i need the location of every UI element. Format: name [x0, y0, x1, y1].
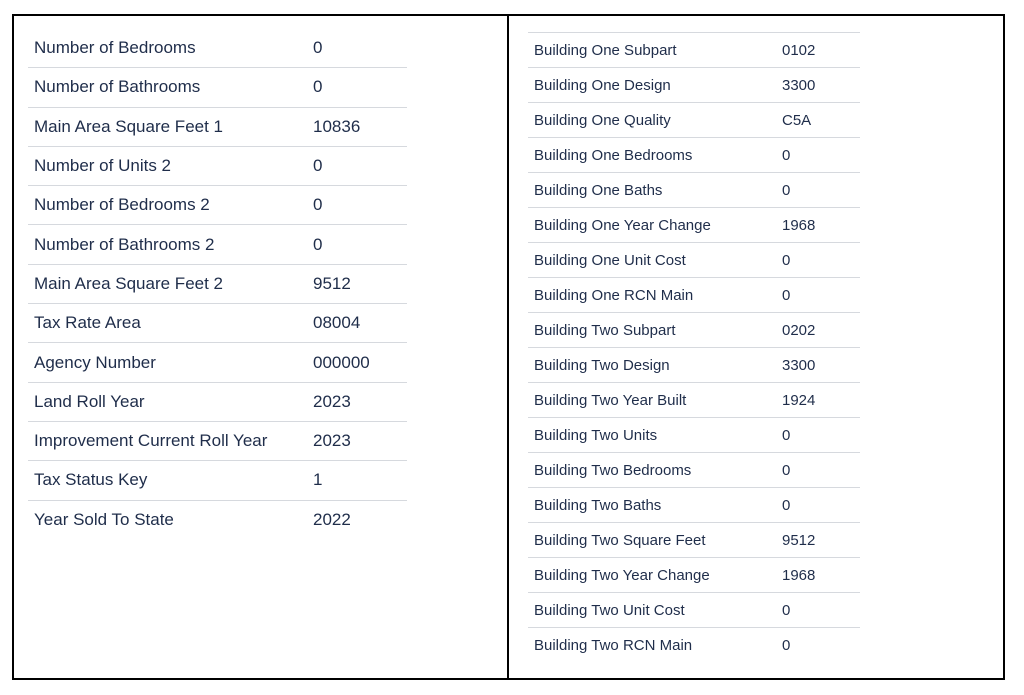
- row-label: Building Two Year Built: [534, 391, 687, 409]
- row-value: 0: [782, 251, 791, 269]
- table-row: [528, 453, 860, 488]
- row-value: 1968: [782, 216, 816, 234]
- row-label: Tax Rate Area: [34, 313, 141, 333]
- row-value: 2023: [313, 391, 351, 411]
- table-row: [528, 138, 860, 173]
- row-label: Building Two Year Change: [534, 566, 710, 584]
- row-label: Improvement Current Roll Year: [34, 431, 268, 451]
- row-value: 1924: [782, 391, 816, 409]
- row-value: 0202: [782, 321, 816, 339]
- table-row: [528, 208, 860, 243]
- row-label: Building Two Design: [534, 356, 670, 374]
- row-value: 0: [782, 461, 791, 479]
- table-row: [28, 108, 407, 147]
- row-label: Building Two Units: [534, 426, 658, 444]
- table-row: [528, 488, 860, 523]
- row-value: 08004: [313, 313, 361, 333]
- row-label: Number of Bathrooms 2: [34, 234, 215, 254]
- table-row: [528, 593, 860, 628]
- row-label: Building Two Bedrooms: [534, 461, 692, 479]
- table-row: [28, 343, 407, 382]
- row-label: Main Area Square Feet 1: [34, 116, 224, 136]
- row-label: Main Area Square Feet 2: [34, 273, 224, 293]
- table-row: [28, 265, 407, 304]
- table-row: [28, 461, 407, 500]
- row-label: Building One Year Change: [534, 216, 711, 234]
- row-value: 3300: [782, 356, 816, 374]
- table-row: [528, 523, 860, 558]
- table-row: [28, 186, 407, 225]
- row-label: Building One Unit Cost: [534, 251, 686, 269]
- row-value: 10836: [313, 116, 361, 136]
- row-value: 3300: [782, 76, 816, 94]
- row-label: Building Two Unit Cost: [534, 601, 685, 619]
- table-row: [528, 33, 860, 68]
- row-value: 0: [782, 637, 791, 654]
- row-label: Building One RCN Main: [534, 286, 694, 304]
- row-label: Building One Quality: [534, 111, 671, 129]
- table-row: [28, 29, 407, 68]
- row-label: Building Two Square Feet: [534, 531, 706, 549]
- table-row: [528, 418, 860, 453]
- row-value: 0: [782, 181, 791, 199]
- table-row: [28, 304, 407, 343]
- row-value: 9512: [313, 273, 351, 293]
- table-row: [28, 501, 407, 540]
- row-value: 2022: [313, 510, 351, 530]
- row-value: 2023: [313, 431, 351, 451]
- row-value: 0: [782, 601, 791, 619]
- row-value: 0: [313, 195, 323, 215]
- row-value: 0: [313, 156, 323, 176]
- row-value: 0: [313, 77, 323, 97]
- row-value: 0: [782, 286, 791, 304]
- row-label: Number of Bedrooms 2: [34, 195, 210, 215]
- row-value: 1968: [782, 566, 816, 584]
- row-label: Building One Baths: [534, 181, 663, 199]
- row-value: 0: [313, 38, 323, 58]
- row-value: 9512: [782, 531, 816, 549]
- row-label: Number of Bathrooms: [34, 77, 201, 97]
- row-label: Agency Number: [34, 352, 156, 372]
- table-row: [28, 422, 407, 461]
- row-value: 0102: [782, 41, 816, 59]
- row-label: Tax Status Key: [34, 470, 148, 490]
- row-label: Building One Subpart: [534, 41, 677, 59]
- row-value: 0: [782, 146, 791, 164]
- table-row: [528, 103, 860, 138]
- table-row: [28, 147, 407, 186]
- row-label: Building Two RCN Main: [534, 637, 693, 654]
- table-row: [528, 173, 860, 208]
- row-value: 0: [313, 234, 323, 254]
- table-row: [528, 313, 860, 348]
- row-label: Building One Design: [534, 76, 671, 94]
- row-label: Building One Bedrooms: [534, 146, 693, 164]
- row-value: 1: [313, 470, 323, 490]
- left-property-table: [28, 29, 407, 540]
- row-value: 000000: [313, 352, 370, 372]
- row-label: Year Sold To State: [34, 510, 174, 530]
- table-row: [528, 68, 860, 103]
- table-row: [28, 225, 407, 264]
- column-divider: [507, 14, 509, 680]
- row-label: Building Two Baths: [534, 496, 662, 514]
- row-value: 0: [782, 426, 791, 444]
- row-label: Number of Units 2: [34, 156, 171, 176]
- table-row: [28, 383, 407, 422]
- table-row: [28, 68, 407, 107]
- row-label: Building Two Subpart: [534, 321, 676, 339]
- table-row: [528, 558, 860, 593]
- row-label: Number of Bedrooms: [34, 38, 196, 58]
- row-label: Land Roll Year: [34, 391, 145, 411]
- table-row: [528, 278, 860, 313]
- table-row: [528, 243, 860, 278]
- row-value: 0: [782, 496, 791, 514]
- table-row: [528, 383, 860, 418]
- right-building-table: [528, 32, 860, 663]
- row-value: C5A: [782, 111, 812, 129]
- table-row: [528, 348, 860, 383]
- table-row: [528, 628, 860, 663]
